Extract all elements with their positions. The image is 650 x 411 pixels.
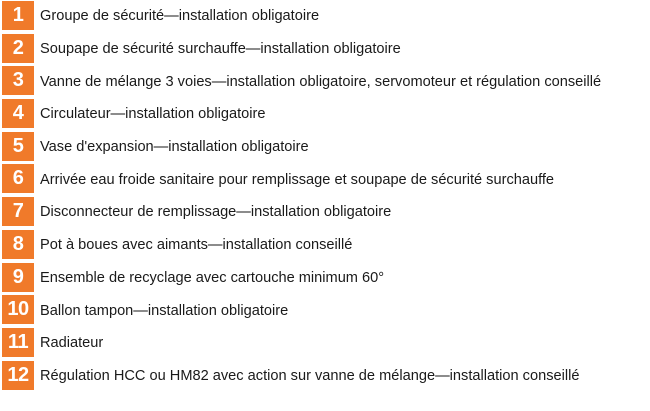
legend-item (0, 294, 650, 327)
item-number-badge: 12 (2, 361, 34, 390)
item-description: Régulation HCC ou HM82 avec action sur vanne de mélange—installation conseillé (40, 367, 580, 384)
item-number-badge: 11 (2, 328, 34, 357)
item-description: Arrivée eau froide sanitaire pour remplissage et soupape de sécurité surchauffe (40, 171, 555, 188)
legend-item (0, 163, 650, 196)
item-description: Vase d'expansion—installation obligatoire (40, 139, 309, 156)
item-number-badge: 10 (2, 295, 34, 324)
legend-item (0, 327, 650, 360)
legend-item (0, 131, 650, 164)
item-description: Groupe de sécurité—installation obligatoire (40, 8, 320, 25)
item-description: Radiateur (40, 335, 104, 352)
item-description: Ballon tampon—installation obligatoire (40, 302, 289, 319)
item-number-badge: 1 (2, 1, 34, 30)
item-description: Disconnecteur de remplissage—installation obligatoire (40, 204, 392, 221)
item-number-badge: 9 (2, 263, 34, 292)
item-description: Ensemble de recyclage avec cartouche minimum 60° (40, 269, 385, 286)
item-number-badge: 4 (2, 99, 34, 128)
item-number-badge: 6 (2, 164, 34, 193)
legend-item (0, 0, 650, 33)
item-number-badge: 5 (2, 132, 34, 161)
item-number-badge: 2 (2, 34, 34, 63)
legend-item (0, 65, 650, 98)
item-description: Vanne de mélange 3 voies—installation obligatoire, servomoteur et régulation conseillé (40, 73, 602, 90)
legend-item (0, 196, 650, 229)
item-number-badge: 3 (2, 66, 34, 95)
legend-item (0, 360, 650, 393)
item-description: Soupape de sécurité surchauffe—installation obligatoire (40, 41, 401, 58)
item-description: Pot à boues avec aimants—installation conseillé (40, 237, 353, 254)
item-number-badge: 8 (2, 230, 34, 259)
legend-item (0, 33, 650, 66)
item-number-badge: 7 (2, 197, 34, 226)
legend-item (0, 262, 650, 295)
item-description: Circulateur—installation obligatoire (40, 106, 266, 123)
legend-item (0, 98, 650, 131)
legend-item (0, 229, 650, 262)
